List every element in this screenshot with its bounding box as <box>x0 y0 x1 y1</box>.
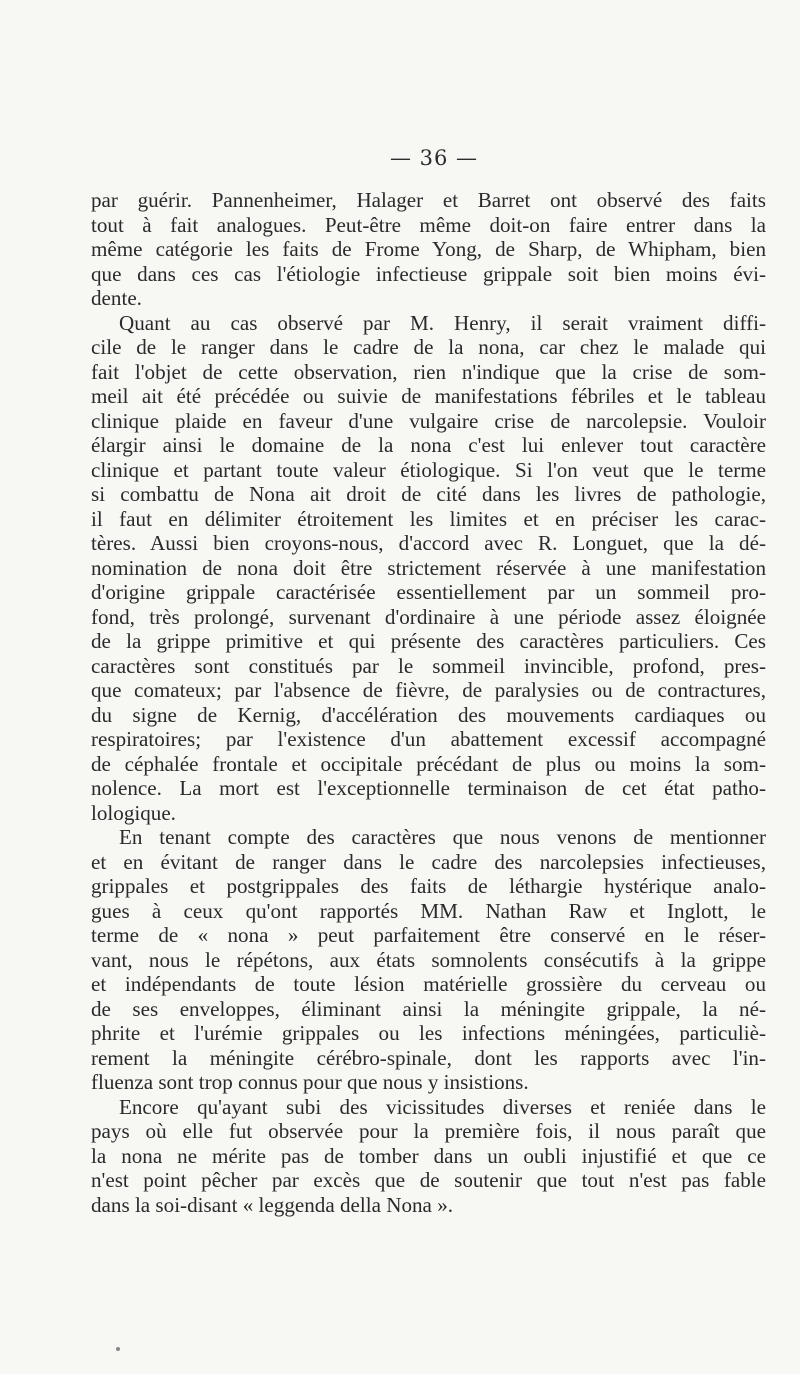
text-line: caractères sont constitués par le sommeil invincible, profond, pres- <box>91 653 766 678</box>
text-line: fait l'objet de cette observation, rien n'indique que la crise de som- <box>91 359 766 384</box>
text-line: élargir ainsi le domaine de la nona c'est lui enlever tout caractère <box>91 433 766 457</box>
text-line: phrite et l'urémie grippales ou les infections méningées, particuliè- <box>91 1021 766 1045</box>
text-line: fluenza sont trop connus pour que nous y insistions. <box>91 1070 529 1094</box>
text-line: vant, nous le répétons, aux états somnolents consécutifs à la grippe <box>91 947 766 972</box>
text-line: de ses enveloppes, éliminant ainsi la méningite grippale, la né- <box>91 996 766 1021</box>
text-line: Encore qu'ayant subi des vicissitudes diverses et reniée dans le <box>119 1094 766 1119</box>
text-line: nolence. La mort est l'exceptionnelle terminaison de cet état patho- <box>91 776 766 800</box>
text-line: clinique et partant toute valeur étiologique. Si l'on veut que le terme <box>91 457 766 482</box>
text-line: d'origine grippale caractérisée essentiellement par un sommeil pro- <box>91 580 766 604</box>
text-line: de la grippe primitive et qui présente des caractères particuliers. Ces <box>91 629 766 653</box>
text-line: de céphalée frontale et occipitale précédant de plus ou moins la som- <box>91 751 766 776</box>
text-line: même catégorie les faits de Frome Yong, de Sharp, de Whipham, bien <box>91 237 766 261</box>
text-line: respiratoires; par l'existence d'un abattement excessif accompagné <box>91 727 766 751</box>
text-line: que comateux; par l'absence de fièvre, de paralysies ou de contractures, <box>91 678 766 702</box>
text-line: nomination de nona doit être strictement réservée à une manifestation <box>91 555 766 580</box>
text-line: la nona ne mérite pas de tomber dans un oubli injustifié et que ce <box>91 1143 766 1168</box>
text-line: En tenant compte des caractères que nous venons de mentionner <box>119 825 766 849</box>
text-line: par guérir. Pannenheimer, Halager et Barret ont observé des faits <box>91 188 766 212</box>
text-line: fond, très prolongé, survenant d'ordinaire à une période assez éloignée <box>91 604 766 629</box>
text-line: cile de le ranger dans le cadre de la nona, car chez le malade qui <box>91 335 766 359</box>
text-line: n'est point pêcher par excès que de soutenir que tout n'est pas fable <box>91 1168 766 1192</box>
ink-speck <box>116 1347 120 1351</box>
text-line: meil ait été précédée ou suivie de manifestations fébriles et le tableau <box>91 384 766 408</box>
text-line: que dans ces cas l'étiologie infectieuse grippale soit bien moins évi- <box>91 261 766 286</box>
page-number: — 36 — <box>389 146 479 170</box>
text-line: clinique plaide en faveur d'une vulgaire crise de narcolepsie. Vouloir <box>91 408 766 433</box>
text-line: grippales et postgrippales des faits de léthargie hystérique analo- <box>91 874 766 898</box>
text-line: et en évitant de ranger dans le cadre des narcolepsies infectieuses, <box>91 849 766 874</box>
text-line: gues à ceux qu'ont rapportés MM. Nathan Raw et Inglott, le <box>91 898 766 923</box>
text-line: pays où elle fut observée pour la première fois, il nous paraît que <box>91 1119 766 1143</box>
text-line: lologique. <box>91 800 176 825</box>
text-line: du signe de Kernig, d'accélération des mouvements cardiaques ou <box>91 702 766 727</box>
body-text <box>91 188 766 1217</box>
text-line: terme de « nona » peut parfaitement être conservé en le réser- <box>91 923 766 947</box>
text-line: rement la méningite cérébro-spinale, dont les rapports avec l'in- <box>91 1045 766 1070</box>
text-line: tères. Aussi bien croyons-nous, d'accord avec R. Longuet, que la dé- <box>91 531 766 555</box>
text-line: dans la soi-disant « leggenda della Nona ». <box>91 1192 454 1217</box>
text-line: il faut en délimiter étroitement les limites et en préciser les carac- <box>91 506 766 531</box>
text-line: Quant au cas observé par M. Henry, il serait vraiment diffi- <box>119 310 766 335</box>
text-line: si combattu de Nona ait droit de cité dans les livres de pathologie, <box>91 482 766 506</box>
text-line: tout à fait analogues. Peut-être même doit-on faire entrer dans la <box>91 212 766 237</box>
text-line: dente. <box>91 286 142 310</box>
text-line: et indépendants de toute lésion matérielle grossière du cerveau ou <box>91 972 766 996</box>
